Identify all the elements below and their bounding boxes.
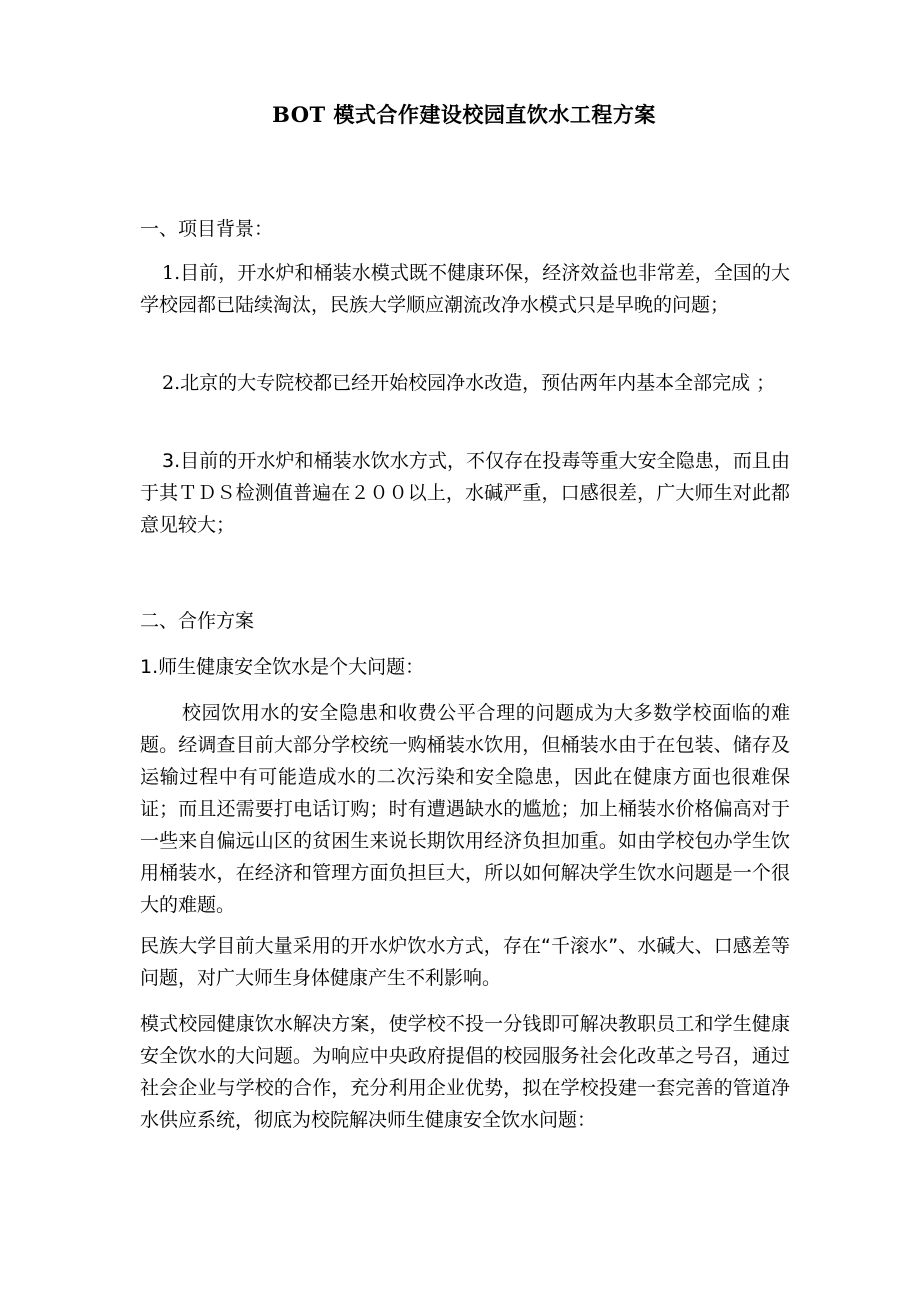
- cooperation-paragraph-3: 模式校园健康饮水解决方案，使学校不投一分钱即可解决教职员工和学生健康安全饮水的大问题。为响应中央政府提倡的校园服务社会化改革之号召，通过社会企业与学校的合作，充分利用企业优势，拟在学校投建一套完善的管道净水供应系统，彻底为校院解决师生健康安全饮水问题：: [140, 1013, 790, 1131]
- cooperation-subheading: 1.师生健康安全饮水是个大问题：: [140, 656, 425, 678]
- background-item-3: 3.目前的开水炉和桶装水饮水方式，不仅存在投毒等重大安全隐患，而且由于其ＴＤＳ检测值普遍在２００以上，水碱严重，口感很差，广大师生对此都意见较大；: [140, 450, 790, 536]
- background-item-2: 2.北京的大专院校都已经开始校园净水改造，预估两年内基本全部完成 ；: [162, 372, 776, 394]
- document-title: BOT 模式合作建设校园直饮水工程方案: [272, 102, 656, 127]
- cooperation-paragraph-1: 校园饮用水的安全隐患和收费公平合理的问题成为大多数学校面临的难题。经调查目前大部分学校统一购桶装水饮用，但桶装水由于在包装、储存及运输过程中有可能造成水的二次污染和安全隐患，因此在健康方面也很难保证；而且还需要打电话订购；时有遭遇缺水的尴尬；加上桶装水价格偏高对于一些来自偏远山区的贫困生来说长期饮用经济负担加重。如由学校包办学生饮用桶装水，在经济和管理方面负担巨大，所以如何解决学生饮水问题是一个很大的难题。: [140, 702, 790, 916]
- section-heading-background: 一、项目背景：: [140, 218, 274, 240]
- cooperation-paragraph-2: 民族大学目前大量采用的开水炉饮水方式，存在“千滚水”、水碱大、口感差等问题，对广大师生身体健康产生不利影响。: [140, 935, 790, 989]
- background-item-1: 1.目前，开水炉和桶装水模式既不健康环保，经济效益也非常差，全国的大学校园都已陆续淘汰，民族大学顺应潮流改净水模式只是早晚的问题；: [140, 262, 790, 316]
- section-heading-cooperation: 二、合作方案: [140, 610, 255, 632]
